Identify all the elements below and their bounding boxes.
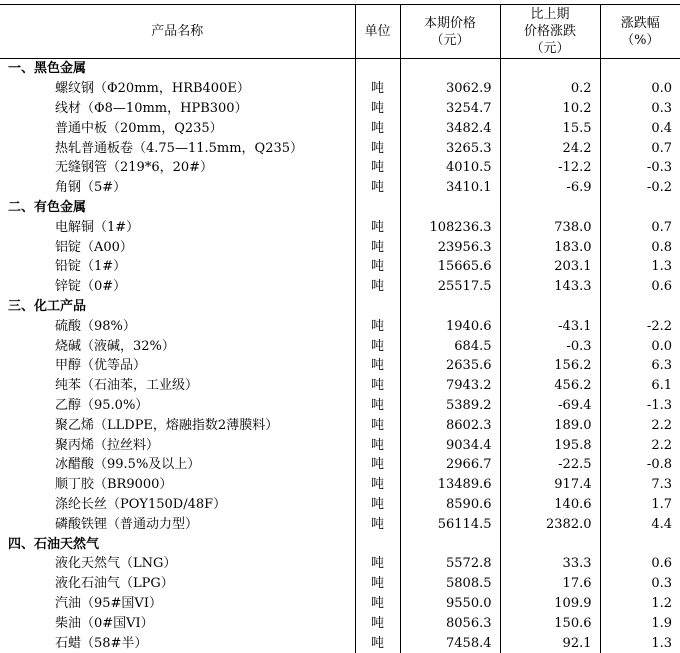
unit-cell: 吨 xyxy=(355,257,400,277)
header-product-name xyxy=(0,5,355,59)
unit-cell: 吨 xyxy=(355,554,400,574)
current-price-cell: 4010.5 xyxy=(400,158,500,178)
price-change-cell: 183.0 xyxy=(500,237,600,257)
unit-cell: 吨 xyxy=(355,415,400,435)
current-price-cell: 3062.9 xyxy=(400,79,500,99)
current-price-cell xyxy=(400,198,500,218)
unit-cell: 吨 xyxy=(355,99,400,119)
current-price-cell: 8590.6 xyxy=(400,495,500,515)
current-price-cell: 8056.3 xyxy=(400,613,500,633)
unit-cell: 吨 xyxy=(355,356,400,376)
price-change-cell: 24.2 xyxy=(500,138,600,158)
change-percent-cell: 0.0 xyxy=(600,336,680,356)
table-row xyxy=(0,257,680,277)
table-row xyxy=(0,435,680,455)
table-row xyxy=(0,99,680,119)
table-row xyxy=(0,633,680,653)
change-percent-cell xyxy=(600,297,680,317)
unit-cell xyxy=(355,198,400,218)
unit-cell xyxy=(355,297,400,317)
change-percent-cell: -0.3 xyxy=(600,158,680,178)
table-row xyxy=(0,554,680,574)
product-name: 热轧普通板卷（4.75—11.5mm，Q235） xyxy=(55,140,304,156)
price-change-cell: 10.2 xyxy=(500,99,600,119)
unit-cell: 吨 xyxy=(355,118,400,138)
unit-cell: 吨 xyxy=(355,336,400,356)
table-row xyxy=(0,178,680,198)
price-change-cell xyxy=(500,534,600,554)
price-change-cell: -22.5 xyxy=(500,455,600,475)
category-name: 二、有色金属 xyxy=(8,199,87,215)
header-unit xyxy=(355,5,400,59)
change-percent-cell xyxy=(600,534,680,554)
header-change-percent xyxy=(600,5,680,59)
current-price-cell: 25517.5 xyxy=(400,277,500,297)
product-name: 无缝钢管（219*6，20#） xyxy=(55,160,214,176)
category-name: 四、石油天然气 xyxy=(8,536,100,552)
table-row xyxy=(0,613,680,633)
category-name: 三、化工产品 xyxy=(8,298,87,314)
change-percent-cell: 0.7 xyxy=(600,138,680,158)
table-row xyxy=(0,118,680,138)
product-name: 螺纹钢（Φ20mm，HRB400E） xyxy=(55,81,250,97)
unit-cell: 吨 xyxy=(355,495,400,515)
change-percent-cell xyxy=(600,198,680,218)
product-name: 甲醇（优等品） xyxy=(55,358,147,374)
price-change-cell: 15.5 xyxy=(500,118,600,138)
change-percent-cell: 0.8 xyxy=(600,237,680,257)
price-change-cell: 195.8 xyxy=(500,435,600,455)
table-body xyxy=(0,59,680,653)
unit-cell: 吨 xyxy=(355,316,400,336)
table-row xyxy=(0,138,680,158)
current-price-cell xyxy=(400,534,500,554)
change-percent-cell: 0.7 xyxy=(600,217,680,237)
header-price-change-line1: 比上期 xyxy=(530,7,570,22)
price-change-cell: 109.9 xyxy=(500,594,600,614)
change-percent-cell: 0.4 xyxy=(600,118,680,138)
product-name: 磷酸铁锂（普通动力型） xyxy=(55,516,199,532)
table-row xyxy=(0,415,680,435)
table-row xyxy=(0,514,680,534)
current-price-cell: 23956.3 xyxy=(400,237,500,257)
change-percent-cell: 7.3 xyxy=(600,475,680,495)
price-change-cell xyxy=(500,297,600,317)
change-percent-cell: 6.1 xyxy=(600,376,680,396)
price-change-cell: -43.1 xyxy=(500,316,600,336)
category-row xyxy=(0,198,680,218)
product-name: 乙醇（95.0%） xyxy=(55,397,149,413)
change-percent-cell: -0.2 xyxy=(600,178,680,198)
table-row xyxy=(0,79,680,99)
product-name: 液化石油气（LPG） xyxy=(55,576,174,592)
product-name: 硫酸（98%） xyxy=(55,318,136,334)
current-price-cell: 13489.6 xyxy=(400,475,500,495)
header-change-percent-line2: （%） xyxy=(621,32,660,48)
table-row xyxy=(0,376,680,396)
unit-cell: 吨 xyxy=(355,79,400,99)
unit-cell: 吨 xyxy=(355,613,400,633)
change-percent-cell: 0.0 xyxy=(600,79,680,99)
category-row xyxy=(0,59,680,79)
current-price-cell: 9034.4 xyxy=(400,435,500,455)
table-row xyxy=(0,475,680,495)
price-change-cell: -0.3 xyxy=(500,336,600,356)
change-percent-cell: -2.2 xyxy=(600,316,680,336)
table-row xyxy=(0,158,680,178)
price-change-cell: 189.0 xyxy=(500,415,600,435)
table-row xyxy=(0,574,680,594)
unit-cell xyxy=(355,534,400,554)
change-percent-cell: 1.2 xyxy=(600,594,680,614)
header-current-price-line2: （元） xyxy=(430,32,470,48)
header-unit-label: 单位 xyxy=(364,24,391,39)
category-row xyxy=(0,534,680,554)
table-row xyxy=(0,455,680,475)
table-row xyxy=(0,316,680,336)
table-row xyxy=(0,336,680,356)
current-price-cell: 3410.1 xyxy=(400,178,500,198)
unit-cell: 吨 xyxy=(355,277,400,297)
unit-cell: 吨 xyxy=(355,475,400,495)
current-price-cell: 108236.3 xyxy=(400,217,500,237)
change-percent-cell: 0.3 xyxy=(600,574,680,594)
category-name: 一、黑色金属 xyxy=(8,61,87,77)
price-change-cell: 150.6 xyxy=(500,613,600,633)
change-percent-cell: 0.6 xyxy=(600,554,680,574)
price-change-cell: 456.2 xyxy=(500,376,600,396)
product-name: 铅锭（1#） xyxy=(55,259,127,275)
unit-cell: 吨 xyxy=(355,574,400,594)
product-name: 涤纶长丝（POY150D/48F） xyxy=(55,496,227,512)
price-change-cell: 2382.0 xyxy=(500,514,600,534)
unit-cell: 吨 xyxy=(355,455,400,475)
unit-cell: 吨 xyxy=(355,435,400,455)
current-price-cell: 5572.8 xyxy=(400,554,500,574)
current-price-cell: 7943.2 xyxy=(400,376,500,396)
current-price-cell: 5389.2 xyxy=(400,396,500,416)
table-row xyxy=(0,277,680,297)
header-row xyxy=(0,5,680,59)
change-percent-cell: 1.7 xyxy=(600,495,680,515)
current-price-cell: 8602.3 xyxy=(400,415,500,435)
unit-cell: 吨 xyxy=(355,217,400,237)
table-row xyxy=(0,396,680,416)
product-name: 角钢（5#） xyxy=(55,180,127,196)
price-change-cell xyxy=(500,198,600,218)
current-price-cell xyxy=(400,297,500,317)
header-price-change-line3: （元） xyxy=(530,41,570,56)
unit-cell: 吨 xyxy=(355,514,400,534)
current-price-cell: 56114.5 xyxy=(400,514,500,534)
product-name: 冰醋酸（99.5%及以上） xyxy=(55,457,201,473)
product-name: 聚丙烯（拉丝料） xyxy=(55,437,160,453)
price-change-cell: 0.2 xyxy=(500,79,600,99)
unit-cell: 吨 xyxy=(355,178,400,198)
product-name: 汽油（95#国VI） xyxy=(55,595,162,611)
product-name: 石蜡（58#半） xyxy=(55,635,148,651)
unit-cell: 吨 xyxy=(355,138,400,158)
price-change-cell: 203.1 xyxy=(500,257,600,277)
table-row xyxy=(0,217,680,237)
product-name: 烧碱（液碱，32%） xyxy=(55,338,175,354)
unit-cell: 吨 xyxy=(355,633,400,653)
header-price-change-line2: 价格涨跌 xyxy=(523,24,576,39)
current-price-cell: 3254.7 xyxy=(400,99,500,119)
product-name: 纯苯（石油苯，工业级） xyxy=(55,378,199,394)
change-percent-cell: -0.8 xyxy=(600,455,680,475)
current-price-cell: 5808.5 xyxy=(400,574,500,594)
change-percent-cell: 2.2 xyxy=(600,435,680,455)
change-percent-cell: 0.6 xyxy=(600,277,680,297)
unit-cell: 吨 xyxy=(355,237,400,257)
table-header xyxy=(0,5,680,59)
product-name: 聚乙烯（LLDPE，熔融指数2薄膜料） xyxy=(55,417,279,433)
price-change-cell: 143.3 xyxy=(500,277,600,297)
change-percent-cell: 0.3 xyxy=(600,99,680,119)
product-name: 锌锭（0#） xyxy=(55,279,127,295)
header-product-name-label: 产品名称 xyxy=(151,24,204,39)
current-price-cell: 2635.6 xyxy=(400,356,500,376)
product-name: 线材（Φ8—10mm，HPB300） xyxy=(55,100,248,116)
product-name: 铝锭（A00） xyxy=(55,239,133,255)
change-percent-cell: -1.3 xyxy=(600,396,680,416)
product-name: 普通中板（20mm，Q235） xyxy=(55,120,223,136)
current-price-cell: 1940.6 xyxy=(400,316,500,336)
table-row xyxy=(0,495,680,515)
product-name: 柴油（0#国VI） xyxy=(55,615,154,631)
price-change-cell: 738.0 xyxy=(500,217,600,237)
change-percent-cell: 1.3 xyxy=(600,257,680,277)
price-change-cell: 92.1 xyxy=(500,633,600,653)
header-price-change xyxy=(500,5,600,59)
price-change-cell: -69.4 xyxy=(500,396,600,416)
change-percent-cell: 1.9 xyxy=(600,613,680,633)
price-change-cell: 156.2 xyxy=(500,356,600,376)
current-price-cell: 15665.6 xyxy=(400,257,500,277)
price-table xyxy=(0,4,680,653)
product-name: 顺丁胶（BR9000） xyxy=(55,477,173,493)
price-change-cell: 17.6 xyxy=(500,574,600,594)
current-price-cell: 3482.4 xyxy=(400,118,500,138)
change-percent-cell: 4.4 xyxy=(600,514,680,534)
current-price-cell: 2966.7 xyxy=(400,455,500,475)
price-change-cell xyxy=(500,59,600,79)
header-change-percent-line1: 涨跌幅 xyxy=(620,15,660,31)
header-current-price xyxy=(400,5,500,59)
product-name: 液化天然气（LNG） xyxy=(55,556,177,572)
unit-cell: 吨 xyxy=(355,158,400,178)
unit-cell: 吨 xyxy=(355,594,400,614)
price-change-cell: 140.6 xyxy=(500,495,600,515)
current-price-cell xyxy=(400,59,500,79)
current-price-cell: 3265.3 xyxy=(400,138,500,158)
change-percent-cell: 1.3 xyxy=(600,633,680,653)
product-name: 电解铜（1#） xyxy=(55,219,140,235)
price-change-cell: 33.3 xyxy=(500,554,600,574)
table-row xyxy=(0,356,680,376)
price-change-cell: -12.2 xyxy=(500,158,600,178)
unit-cell: 吨 xyxy=(355,376,400,396)
unit-cell: 吨 xyxy=(355,396,400,416)
table-row xyxy=(0,594,680,614)
change-percent-cell: 2.2 xyxy=(600,415,680,435)
change-percent-cell: 6.3 xyxy=(600,356,680,376)
table-row xyxy=(0,237,680,257)
current-price-cell: 9550.0 xyxy=(400,594,500,614)
category-row xyxy=(0,297,680,317)
change-percent-cell xyxy=(600,59,680,79)
current-price-cell: 7458.4 xyxy=(400,633,500,653)
current-price-cell: 684.5 xyxy=(400,336,500,356)
unit-cell xyxy=(355,59,400,79)
price-change-cell: 917.4 xyxy=(500,475,600,495)
price-change-cell: -6.9 xyxy=(500,178,600,198)
header-current-price-line1: 本期价格 xyxy=(423,15,476,31)
